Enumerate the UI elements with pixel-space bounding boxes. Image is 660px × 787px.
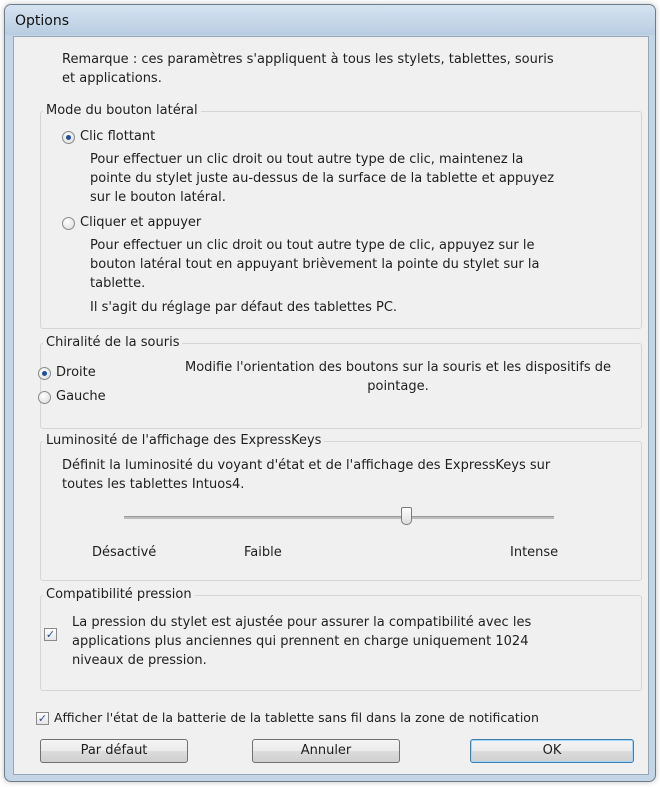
radio-droite[interactable] <box>38 367 51 380</box>
clic-flottant-desc-2: pointe du stylet juste au-dessus de la surface de la tablette et appuyez <box>90 171 555 186</box>
battery-status-label[interactable]: Afficher l'état de la batterie de la tablette sans fil dans la zone de notification <box>54 710 539 725</box>
note-line-2: et applications. <box>62 71 162 86</box>
side-button-mode-legend: Mode du bouton latéral <box>43 102 201 120</box>
expresskeys-brightness-legend: Luminosité de l'affichage des ExpressKeys <box>43 432 324 450</box>
mouse-handedness-legend: Chiralité de la souris <box>43 334 182 352</box>
radio-droite-label[interactable]: Droite <box>56 365 96 380</box>
mouse-handedness-desc-1: Modifie l'orientation des boutons sur la souris et les dispositifs de <box>184 360 612 375</box>
clic-flottant-desc-1: Pour effectuer un clic droit ou tout autre type de clic, maintenez la <box>90 152 524 167</box>
radio-clic-flottant[interactable] <box>62 131 75 144</box>
slider-track[interactable] <box>124 516 554 519</box>
pressure-compat-desc-1[interactable]: La pression du stylet est ajustée pour assurer la compatibilité avec les <box>72 615 532 630</box>
pressure-compat-desc-3[interactable]: niveaux de pression. <box>72 653 207 668</box>
pressure-compat-checkbox[interactable]: ✓ <box>45 628 56 641</box>
expresskeys-desc-1: Définit la luminosité du voyant d'état et de l'affichage des ExpressKeys sur <box>62 458 551 473</box>
slider-label-off: Désactivé <box>92 545 157 560</box>
expresskeys-desc-2: toutes les tablettes Intuos4. <box>62 477 245 492</box>
ok-button[interactable]: OK <box>470 739 634 763</box>
radio-gauche[interactable] <box>38 391 51 404</box>
default-button[interactable]: Par défaut <box>40 739 188 763</box>
cancel-button[interactable]: Annuler <box>252 739 400 763</box>
clic-flottant-desc-3: sur le bouton latéral. <box>90 190 226 205</box>
battery-status-checkbox[interactable]: ✓ <box>37 712 48 725</box>
cliquer-appuyer-desc-2: bouton latéral tout en appuyant brièvement la pointe du stylet sur la <box>90 257 540 272</box>
mouse-handedness-desc-2: pointage. <box>367 379 429 394</box>
options-dialog <box>4 4 656 782</box>
pressure-compat-legend: Compatibilité pression <box>43 586 195 604</box>
window-title: Options <box>15 13 70 29</box>
radio-cliquer-appuyer-label[interactable]: Cliquer et appuyer <box>80 215 202 230</box>
note-line-1: Remarque : ces paramètres s'appliquent à tous les stylets, tablettes, souris <box>62 52 554 67</box>
default-setting-note: Il s'agit du réglage par défaut des tablettes PC. <box>90 300 398 315</box>
radio-gauche-label[interactable]: Gauche <box>56 389 106 404</box>
cliquer-appuyer-desc-1: Pour effectuer un clic droit ou tout autre type de clic, appuyez sur le <box>90 238 535 253</box>
slider-label-high: Intense <box>510 545 559 560</box>
radio-cliquer-appuyer[interactable] <box>62 217 75 230</box>
brightness-slider[interactable] <box>124 507 554 531</box>
dialog-client-area <box>13 36 649 775</box>
slider-label-low: Faible <box>244 545 282 560</box>
title-bar[interactable] <box>5 5 655 35</box>
slider-thumb[interactable] <box>401 507 412 525</box>
cliquer-appuyer-desc-3: tablette. <box>90 276 146 291</box>
pressure-compat-desc-2[interactable]: applications plus anciennes qui prennent en charge uniquement 1024 <box>72 634 529 649</box>
radio-clic-flottant-label[interactable]: Clic flottant <box>80 129 156 144</box>
